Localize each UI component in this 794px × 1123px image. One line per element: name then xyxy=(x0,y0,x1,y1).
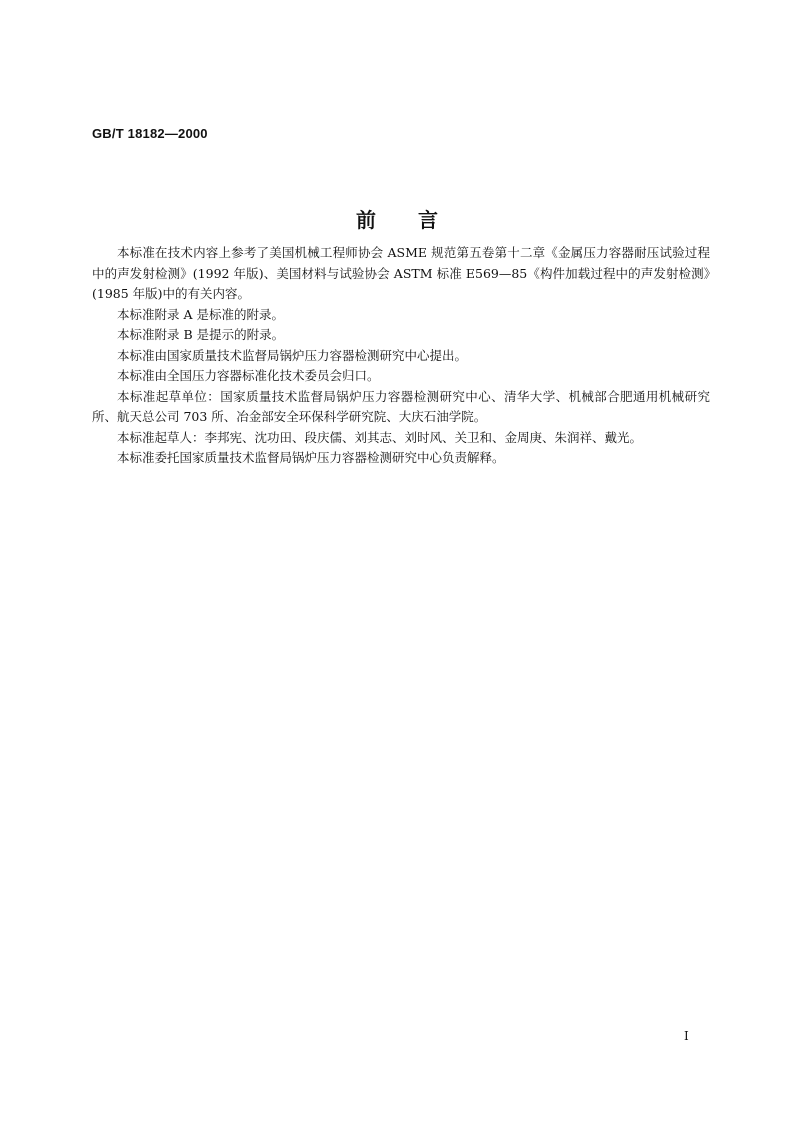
paragraph-reference: 本标准在技术内容上参考了美国机械工程师协会 ASME 规范第五卷第十二章《金属压力容器耐压试验过程中的声发射检测》(1992 年版)、美国材料与试验协会 ASTM 标准 E569—85《构件加载过程中的声发射检测》(1985 年版)中的有关内容。 xyxy=(92,245,710,301)
section-title: 前言 xyxy=(356,208,480,232)
paragraph-appendix-a: 本标准附录 A 是标准的附录。 xyxy=(117,306,284,322)
paragraph-interpretation: 本标准委托国家质量技术监督局锅炉压力容器检测研究中心负责解释。 xyxy=(117,450,505,465)
document-code: GB/T 18182—2000 xyxy=(92,126,208,141)
paragraph-drafting-units: 本标准起草单位：国家质量技术监督局锅炉压力容器检测研究中心、清华大学、机械部合肥通用机械研究所、航天总公司 703 所、冶金部安全环保科学研究院、大庆石油学院。 xyxy=(92,388,710,424)
foreword-body xyxy=(92,243,710,469)
paragraph-appendix-b: 本标准附录 B 是提示的附录。 xyxy=(117,327,285,342)
paragraph-proposer: 本标准由国家质量技术监督局锅炉压力容器检测研究中心提出。 xyxy=(117,347,468,363)
page-number: I xyxy=(684,1029,689,1043)
paragraph-drafters: 本标准起草人：李邦宪、沈功田、段庆儒、刘其志、刘时风、关卫和、金周庚、朱润祥、戴光。 xyxy=(117,429,643,445)
paragraph-committee: 本标准由全国压力容器标准化技术委员会归口。 xyxy=(117,368,380,383)
